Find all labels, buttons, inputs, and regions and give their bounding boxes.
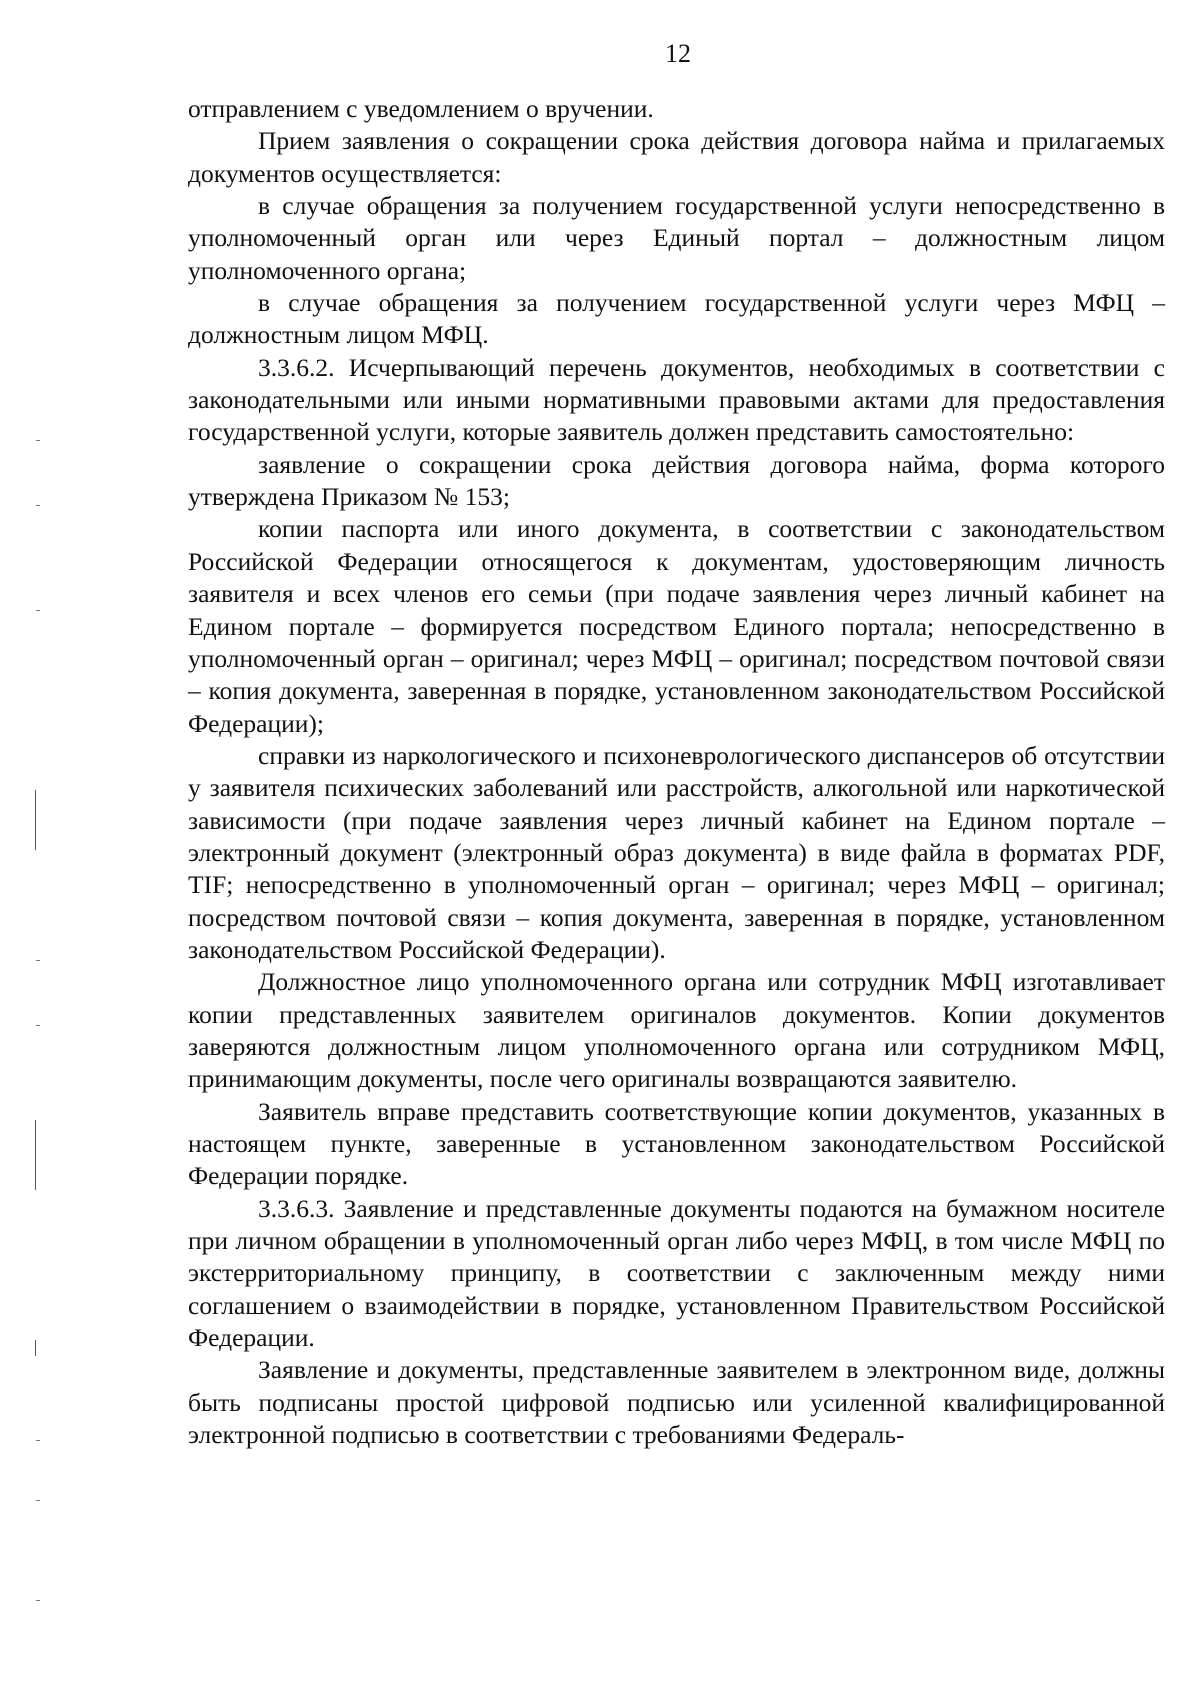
page-number: 12 <box>665 39 691 68</box>
scan-artifact <box>35 1340 36 1356</box>
paragraph: в случае обращения за получением государственной услуги через МФЦ – должностным лицом МФЦ. <box>188 288 1165 350</box>
paragraph: Должностное лицо уполномоченного органа или сотрудник МФЦ изготавливает копии представленных заявителем оригиналов документов. Копии документов заверяются должностным лицом уполномоченного органа или сотрудником МФЦ, принимающим документы, после чего оригиналы возвращаются заявителю. <box>188 967 1165 1094</box>
scan-artifact <box>36 1500 40 1501</box>
scan-artifact <box>36 505 40 506</box>
paragraph-section-3-3-6-2: 3.3.6.2. Исчерпывающий перечень документов, необходимых в соответствии с законодательными или иными нормативными правовыми актами для предоставления государственной услуги, которые заявитель должен представить самостоятельно: <box>188 352 1165 447</box>
scan-artifact <box>35 1120 36 1190</box>
scan-artifact <box>36 960 40 961</box>
list-item: заявление о сокращении срока действия договора найма, форма которого утверждена Приказом № 153; <box>188 449 1165 512</box>
list-item: копии паспорта или иного документа, в соответствии с законодательством Российской Федерации относящегося к документам, удостоверяющим личность заявителя и всех членов его семьи (при подаче заявления через личный кабинет на Едином портале – формируется посредством Единого портала; непосредственно в уполномоченный орган – оригинал; через МФЦ – оригинал; посредством почтовой связи – копия документа, заверенная в порядке, установленном законодательством Российской Федерации); <box>188 514 1165 738</box>
list-item: справки из наркологического и психоневрологического диспансеров об отсутствии у заявителя психических заболеваний или расстройств, алкогольной или наркотической зависимости (при подаче заявления через личный кабинет на Едином портале – электронный документ (электронный образ документа) в виде файла в форматах PDF, TIF; непосредственно в уполномоченный орган – оригинал; через МФЦ – оригинал; посредством почтовой связи – копия документа, заверенная в порядке, установленном законодательством Российской Федерации). <box>188 740 1165 964</box>
document-body <box>188 93 1165 1451</box>
paragraph: отправлением с уведомлением о вручении. <box>188 94 654 123</box>
paragraph-section-3-3-6-3: 3.3.6.3. Заявление и представленные документы подаются на бумажном носителе при личном обращении в уполномоченный орган либо через МФЦ, в том числе МФЦ по экстерриториальному принципу, в соответствии с заключенным между ними соглашением о взаимодействии в порядке, установленном Правительством Российской Федерации. <box>188 1193 1165 1353</box>
scan-artifact <box>36 1025 40 1026</box>
paragraph: Заявление и документы, представленные заявителем в электронном виде, должны быть подписаны простой цифровой подписью или усиленной квалифицированной электронной подписью в соответствии с требованиями Федераль- <box>188 1355 1165 1450</box>
scan-artifact <box>35 790 36 850</box>
scan-artifact <box>36 440 40 441</box>
paragraph: в случае обращения за получением государственной услуги непосредственно в уполномоченный орган или через Единый портал – должностным лицом уполномоченного органа; <box>188 191 1165 285</box>
scan-artifact <box>36 610 40 611</box>
scan-artifact <box>36 1440 40 1441</box>
paragraph: Прием заявления о сокращении срока действия договора найма и прилагаемых документов осуществляется: <box>188 126 1165 188</box>
paragraph: Заявитель вправе представить соответствующие копии документов, указанных в настоящем пункте, заверенные в установленном законодательством Российской Федерации порядке. <box>188 1096 1165 1191</box>
scan-artifact <box>36 1600 40 1601</box>
